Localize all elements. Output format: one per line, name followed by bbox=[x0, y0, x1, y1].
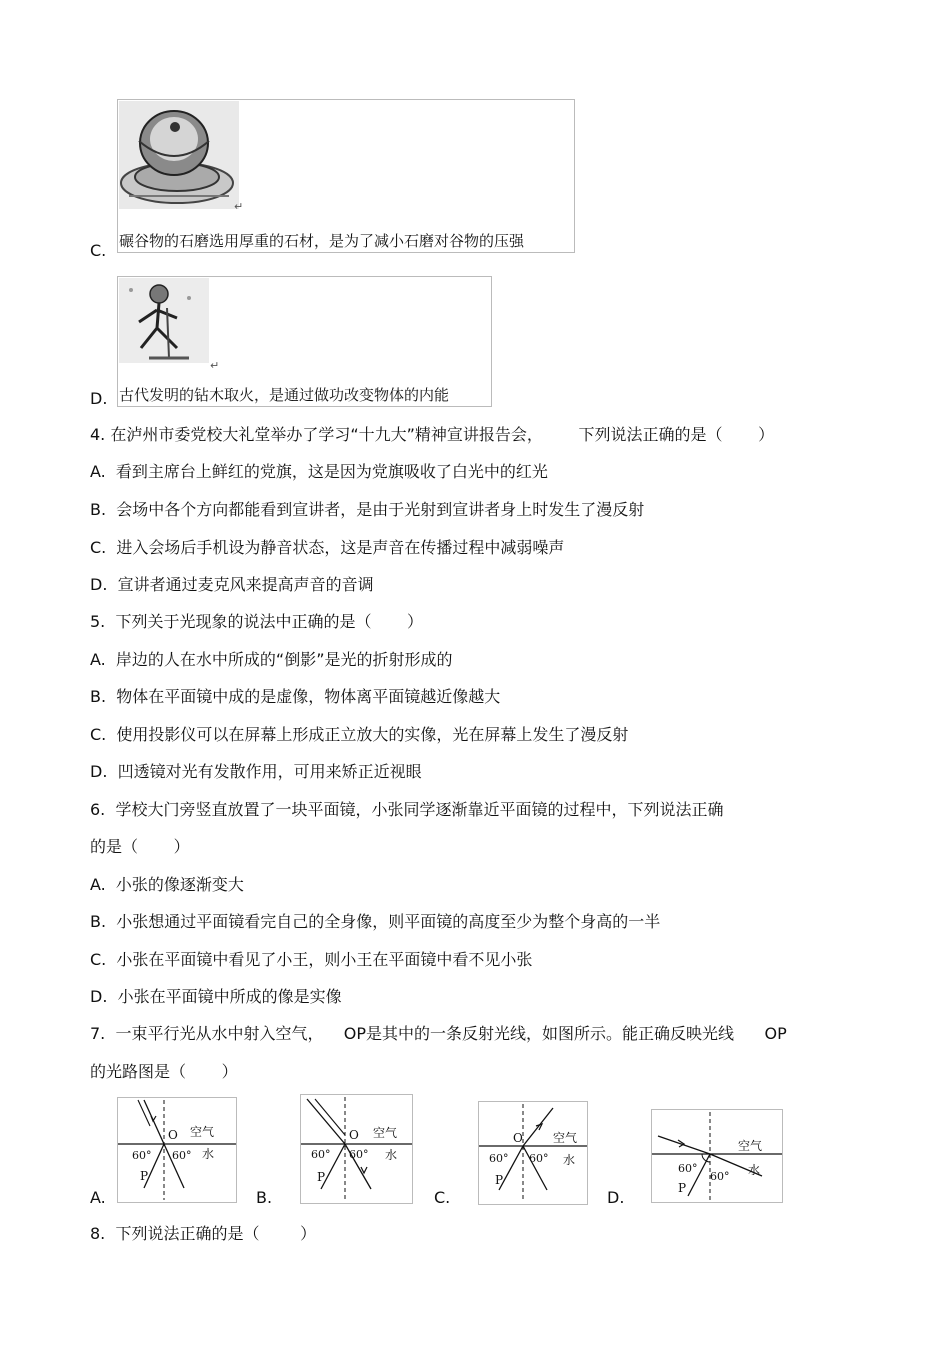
q7-diagram-d bbox=[651, 1109, 783, 1203]
water-label: 水 bbox=[563, 1153, 576, 1167]
q7-option-a-label: A. bbox=[90, 1188, 106, 1207]
point-o-label: O bbox=[349, 1128, 359, 1142]
q3-option-c-caption: 碾谷物的石磨选用厚重的石材，是为了减小石磨对谷物的压强 bbox=[119, 232, 525, 250]
stone-mill-icon bbox=[119, 101, 239, 209]
angle-label-left: 60° bbox=[132, 1149, 152, 1162]
water-label: 水 bbox=[748, 1163, 761, 1177]
q4-option-b: B. 会场中各个方向都能看到宣讲者，是由于光射到宣讲者身上时发生了漫反射 bbox=[90, 500, 645, 519]
angle-label-left: 60° bbox=[311, 1148, 331, 1161]
q7-stem-line1: 7. 一束平行光从水中射入空气， OP是其中的一条反射光线，如图所示。能正确反映光线 OP bbox=[90, 1024, 787, 1043]
point-o-label: O bbox=[168, 1128, 178, 1142]
q4-stem: 4. 在泸州市委党校大礼堂举办了学习“十九大”精神宣讲报告会， 下列说法正确的是（ ） bbox=[90, 425, 775, 444]
angle-label-right: 60° bbox=[349, 1148, 369, 1161]
angle-label-left: 60° bbox=[489, 1152, 509, 1165]
air-label: 空气 bbox=[190, 1125, 215, 1139]
air-label: 空气 bbox=[738, 1139, 763, 1153]
point-p-label: P bbox=[140, 1169, 149, 1183]
q4-option-d: D. 宣讲者通过麦克风来提高声音的音调 bbox=[90, 575, 374, 594]
q3-option-c-label: C. bbox=[90, 241, 107, 260]
return-mark: ↵ bbox=[234, 200, 244, 213]
q3-option-c-figure bbox=[117, 99, 575, 253]
q6-option-a: A. 小张的像逐渐变大 bbox=[90, 875, 244, 894]
point-p-label: P bbox=[317, 1170, 326, 1184]
q5-option-a: A. 岸边的人在水中所成的“倒影”是光的折射形成的 bbox=[90, 650, 453, 669]
water-label: 水 bbox=[385, 1148, 398, 1162]
q5-option-d: D. 凹透镜对光有发散作用，可用来矫正近视眼 bbox=[90, 762, 422, 781]
angle-label-right: 60° bbox=[710, 1170, 730, 1183]
return-mark: ↵ bbox=[210, 359, 220, 372]
q7-diagram-a bbox=[117, 1097, 237, 1203]
q7-diagram-c bbox=[478, 1101, 588, 1205]
q4-option-c: C. 进入会场后手机设为静音状态，这是声音在传播过程中减弱噪声 bbox=[90, 538, 565, 557]
q3-option-d-caption: 古代发明的钻木取火，是通过做功改变物体的内能 bbox=[119, 386, 450, 404]
q6-stem-line1: 6. 学校大门旁竖直放置了一块平面镜，小张同学逐渐靠近平面镜的过程中，下列说法正确 bbox=[90, 800, 724, 819]
angle-label-right: 60° bbox=[172, 1149, 192, 1162]
q5-stem: 5. 下列关于光现象的说法中正确的是（ ） bbox=[90, 612, 424, 631]
q3-option-d-label: D. bbox=[90, 389, 108, 408]
point-p-label: P bbox=[495, 1173, 504, 1187]
water-label: 水 bbox=[202, 1147, 215, 1161]
q7-stem-line2: 的光路图是（ ） bbox=[90, 1062, 238, 1081]
q8-stem: 8. 下列说法正确的是（ ） bbox=[90, 1224, 317, 1243]
angle-label-right: 60° bbox=[529, 1152, 549, 1165]
q6-stem-line2: 的是（ ） bbox=[90, 837, 190, 856]
q4-option-a: A. 看到主席台上鲜红的党旗，这是因为党旗吸收了白光中的红光 bbox=[90, 462, 548, 481]
q7-option-d-label: D. bbox=[607, 1188, 625, 1207]
q7-diagram-b bbox=[300, 1094, 413, 1204]
point-p-label: P bbox=[678, 1181, 687, 1195]
air-label: 空气 bbox=[553, 1131, 578, 1145]
point-o-label: O bbox=[513, 1131, 523, 1145]
q5-option-b: B. 物体在平面镜中成的是虚像，物体离平面镜越近像越大 bbox=[90, 687, 501, 706]
q6-option-d: D. 小张在平面镜中所成的像是实像 bbox=[90, 987, 342, 1006]
q3-option-d-figure bbox=[117, 276, 492, 407]
q6-option-b: B. 小张想通过平面镜看完自己的全身像，则平面镜的高度至少为整个身高的一半 bbox=[90, 912, 661, 931]
q7-option-b-label: B. bbox=[256, 1188, 273, 1207]
q7-option-c-label: C. bbox=[434, 1188, 451, 1207]
fire-drill-person-icon bbox=[119, 278, 209, 363]
q6-option-c: C. 小张在平面镜中看见了小王，则小王在平面镜中看不见小张 bbox=[90, 950, 533, 969]
q5-option-c: C. 使用投影仪可以在屏幕上形成正立放大的实像，光在屏幕上发生了漫反射 bbox=[90, 725, 629, 744]
angle-label-left: 60° bbox=[678, 1162, 698, 1175]
air-label: 空气 bbox=[373, 1126, 398, 1140]
